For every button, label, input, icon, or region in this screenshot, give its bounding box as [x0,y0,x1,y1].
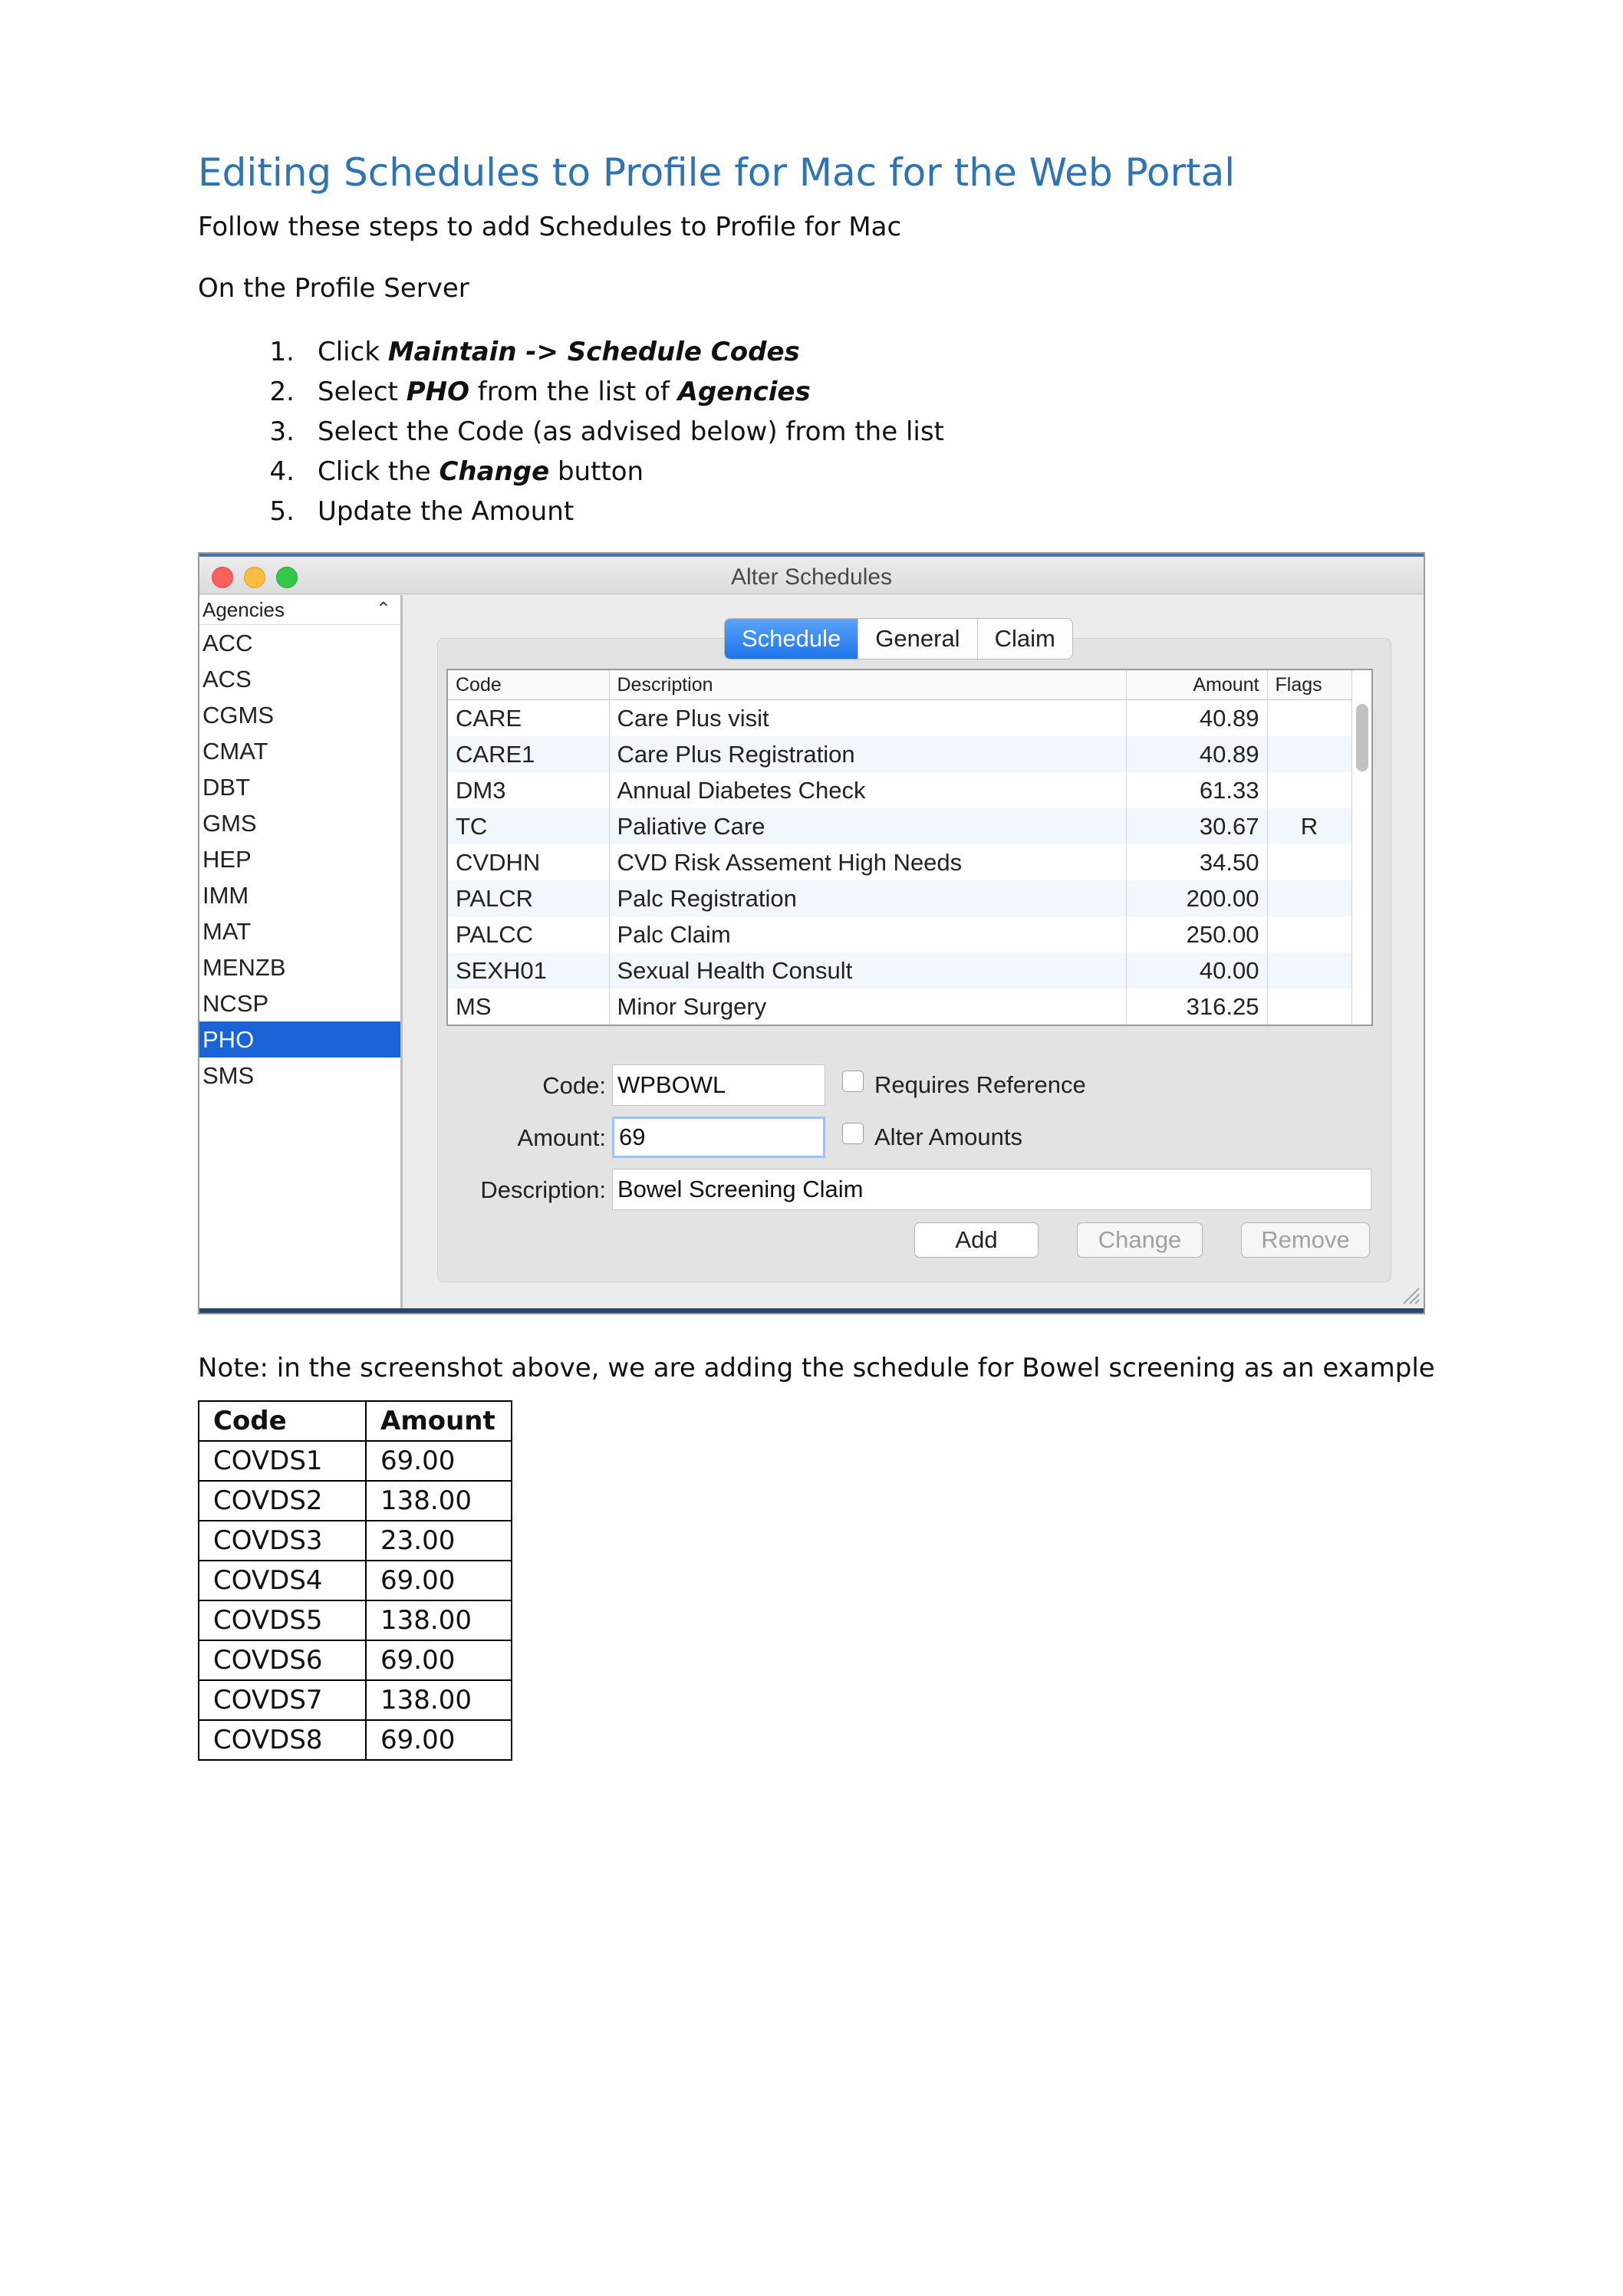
codes-table [198,1400,512,1761]
step-item: 2. Select PHO from the list of Agencies [269,377,811,407]
description-label: Description: [480,1176,606,1203]
cell-code: DM3 [448,772,609,808]
agency-item[interactable]: HEP [202,846,252,873]
table-row [199,1720,512,1760]
schedule-row[interactable] [448,952,1351,988]
schedule-row[interactable] [448,988,1351,1025]
cell-amount: 200.00 [1126,880,1267,916]
step-item: 5. Update the Amount [269,496,574,527]
agency-item[interactable]: NCSP [202,990,269,1017]
cell-amount: 138.00 [366,1680,512,1720]
cell-amount: 138.00 [366,1600,512,1640]
note-text: Note: in the screenshot above, we are adding the schedule for Bowel screening as an example [198,1353,1435,1383]
requires-reference-checkbox[interactable] [842,1071,864,1092]
cell-code: COVDS5 [199,1600,366,1640]
column-header-flags[interactable]: Flags [1267,670,1351,700]
agency-item[interactable]: ACS [202,666,252,692]
cell-amount: 30.67 [1126,808,1267,844]
cell-description: Care Plus Registration [609,736,1126,772]
cell-code: COVDS7 [199,1680,366,1720]
window-title: Alter Schedules [730,564,893,590]
cell-code: SEXH01 [448,952,609,988]
agency-item[interactable]: CGMS [202,702,274,729]
cell-amount: 23.00 [366,1521,512,1561]
step-item: 3. Select the Code (as advised below) from the list [269,416,944,447]
cell-code: TC [448,808,609,844]
agency-item[interactable]: SMS [202,1062,255,1089]
table-row [199,1680,512,1720]
cell-amount: 40.00 [1126,952,1267,988]
cell-description: CVD Risk Assement High Needs [609,844,1126,880]
tab-general[interactable]: General [858,619,977,659]
title-bar [199,557,1424,594]
steps-list [198,332,944,531]
cell-description: Annual Diabetes Check [609,772,1126,808]
table-row [199,1481,512,1521]
document-title: Editing Schedules to Profile for Mac for the Web Portal [198,150,1236,195]
cell-code: COVDS3 [199,1521,366,1561]
cell-amount: 69.00 [366,1720,512,1760]
grid-scrollbar[interactable] [1356,704,1368,771]
column-header-amount[interactable]: Amount [1126,670,1267,700]
tab-bar [724,618,1073,660]
cell-description: Sexual Health Consult [609,952,1126,988]
agency-item[interactable]: IMM [202,882,249,909]
column-header-description[interactable]: Description [609,670,1126,700]
agencies-sidebar [199,595,403,1308]
description-input[interactable] [612,1169,1371,1210]
location-text: On the Profile Server [198,273,469,304]
cell-flags [1267,700,1351,737]
alter-schedules-window [198,552,1425,1314]
add-button[interactable]: Add [914,1222,1039,1258]
agency-item[interactable]: ACC [202,630,253,656]
schedule-row[interactable] [448,916,1351,952]
cell-description: Minor Surgery [609,988,1126,1025]
code-label: Code: [542,1072,606,1099]
schedule-row[interactable] [448,880,1351,916]
amount-label: Amount: [517,1124,606,1151]
cell-code: COVDS6 [199,1640,366,1680]
cell-amount: 316.25 [1126,988,1267,1025]
cell-amount: 69.00 [366,1561,512,1600]
cell-code: COVDS8 [199,1720,366,1760]
agency-item[interactable]: PHO [199,1021,400,1058]
table-row [199,1521,512,1561]
agency-item[interactable]: GMS [202,810,257,837]
agency-item[interactable]: MAT [202,918,252,945]
cell-description: Palc Claim [609,916,1126,952]
cell-flags [1267,736,1351,772]
agency-item[interactable]: DBT [202,774,250,801]
cell-amount: 40.89 [1126,700,1267,737]
cell-code: PALCC [448,916,609,952]
remove-button[interactable]: Remove [1241,1222,1370,1258]
codes-header-amount: Amount [366,1401,512,1441]
requires-reference-label: Requires Reference [874,1071,1086,1098]
schedule-grid [446,669,1373,1026]
table-row [199,1600,512,1640]
schedule-row[interactable] [448,844,1351,880]
step-item: 1. Click Maintain -> Schedule Codes [269,337,800,367]
amount-input[interactable] [612,1117,825,1158]
cell-flags [1267,772,1351,808]
code-input[interactable] [612,1064,825,1106]
change-button[interactable]: Change [1077,1222,1203,1258]
cell-code: COVDS1 [199,1441,366,1481]
alter-amounts-label: Alter Amounts [874,1123,1022,1150]
cell-amount: 61.33 [1126,772,1267,808]
agency-item[interactable]: CMAT [202,738,268,765]
cell-flags [1267,952,1351,988]
table-row [199,1561,512,1600]
agencies-list [199,625,400,1094]
intro-text: Follow these steps to add Schedules to Profile for Mac [198,212,902,242]
agency-item[interactable]: MENZB [202,954,286,981]
cell-amount: 40.89 [1126,736,1267,772]
step-item: 4. Click the Change button [269,456,644,487]
column-header-code[interactable]: Code [448,670,609,700]
cell-flags [1267,880,1351,916]
cell-code: PALCR [448,880,609,916]
cell-amount: 69.00 [366,1441,512,1481]
cell-amount: 69.00 [366,1640,512,1680]
tab-schedule[interactable]: Schedule [725,619,858,659]
cell-code: CARE1 [448,736,609,772]
cell-description: Palc Registration [609,880,1126,916]
cell-code: COVDS2 [199,1481,366,1521]
chevron-up-icon: ⌃ [375,599,391,620]
tab-claim[interactable]: Claim [994,625,1055,652]
cell-code: COVDS4 [199,1561,366,1600]
cell-flags [1267,916,1351,952]
cell-amount: 34.50 [1126,844,1267,880]
cell-flags [1267,988,1351,1025]
codes-header-code: Code [199,1401,366,1441]
table-row [199,1640,512,1680]
schedule-row[interactable] [448,772,1351,808]
alter-amounts-checkbox[interactable] [842,1123,864,1144]
cell-code: CARE [448,700,609,737]
cell-flags [1267,844,1351,880]
schedule-row[interactable] [448,736,1351,772]
cell-amount: 138.00 [366,1481,512,1521]
cell-amount: 250.00 [1126,916,1267,952]
cell-code: CVDHN [448,844,609,880]
cell-code: MS [448,988,609,1025]
resize-grip-icon[interactable] [1401,1285,1421,1305]
cell-description: Paliative Care [609,808,1126,844]
table-row [199,1441,512,1481]
schedule-row[interactable] [448,700,1351,737]
schedule-row[interactable] [448,808,1351,844]
cell-description: Care Plus visit [609,700,1126,737]
cell-flags: R [1267,808,1351,844]
agencies-header[interactable]: Agencies ⌃ [199,595,400,625]
